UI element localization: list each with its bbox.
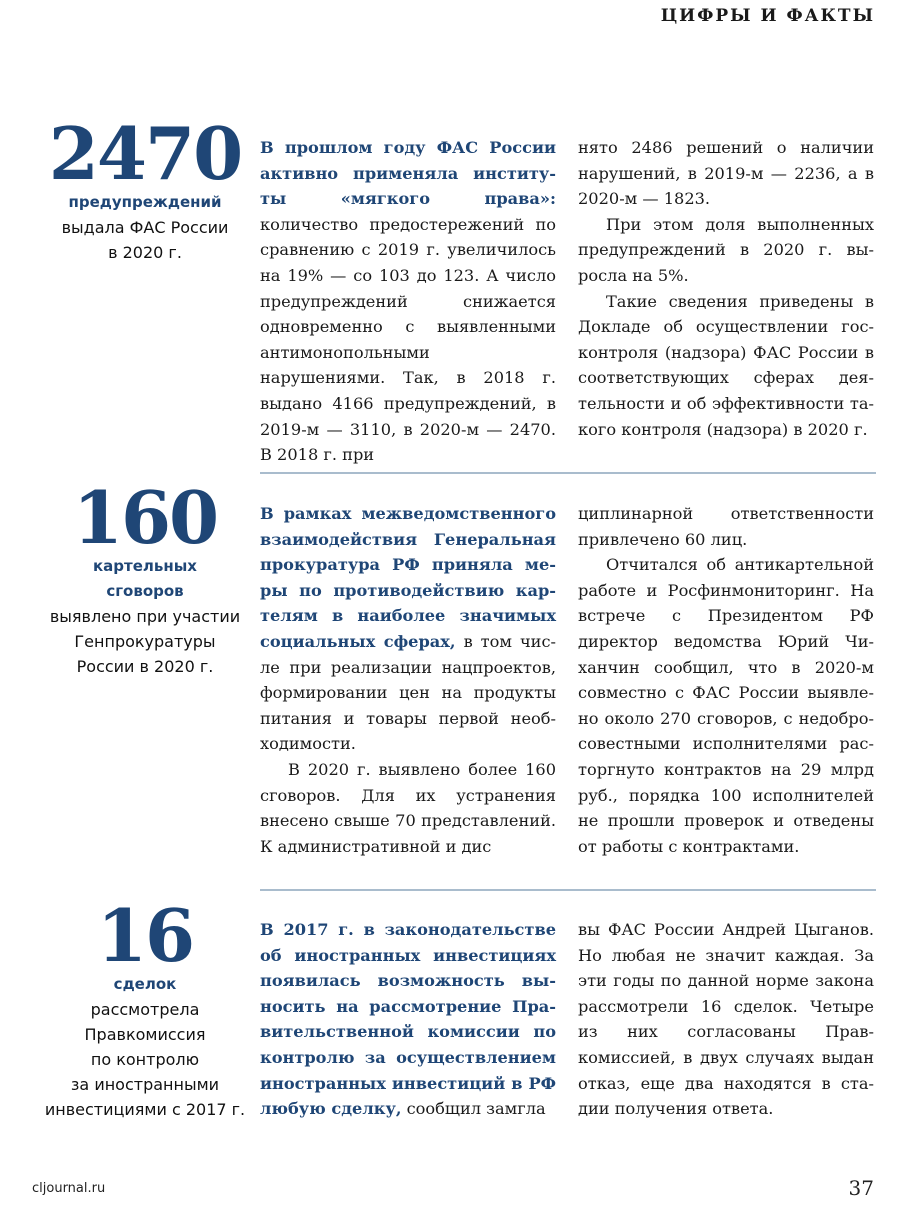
stat-number: 2470 [48, 111, 242, 196]
stat-warnings [30, 111, 260, 265]
stat-unit: предупреждений [68, 193, 222, 211]
article-column-2 [578, 917, 874, 1122]
paragraph: В 2020 г. выявлено более 160 сговоров. Для их устранения внесено свыше 70 представлений. К административной и дис [260, 759, 556, 856]
lead-text: В 2017 г. в законодательстве об иностранных инвестициях появилась возможность выносить на рассмотрение Правительственной комиссии по контролю за осуществлением иностранных инвестиций в РФ любую сделку, [260, 920, 556, 1119]
stat-desc-line: выдала ФАС России [61, 218, 229, 237]
stat-desc-line: России в 2020 г. [76, 657, 214, 676]
paragraph: вы ФАС России Андрей Цыганов. Но любая не значит каждая. За эти годы по данной норме закона рассмотрели 16 сделок. Четыре из них согласованы Правкомиссией, в двух случаях выдан отказ, еще два находятся в стадии получения ответа. [578, 920, 874, 1119]
footer-site-link[interactable]: cljournal.ru [32, 1181, 106, 1196]
article-column-1 [260, 501, 556, 859]
stat-desc-line: рассмотрела [90, 1000, 200, 1019]
article-column-2 [578, 501, 874, 859]
stat-unit: сделок [113, 975, 177, 993]
stat-desc-line: инвестициями с 2017 г. [44, 1100, 246, 1119]
paragraph: При этом доля выполненных предупреждений в 2020 г. выросла на 5%. [578, 214, 874, 285]
stat-cartels [30, 475, 260, 679]
paragraph: Такие сведения приведены в Докладе об осуществлении госконтроля (надзора) ФАС России в соответствующих сферах деятельности и об эффективности такого контроля (надзора) в 2020 г. [578, 291, 874, 439]
article-column-2 [578, 135, 874, 442]
stat-number: 16 [96, 893, 194, 978]
paragraph: циплинарной ответственности привлечено 60 лиц. [578, 504, 874, 549]
stat-desc-line: за иностранными [70, 1075, 220, 1094]
paragraph: Отчитался об антикартельной работе и Росфинмониторинг. На встрече с Президентом РФ директор ведомства Юрий Чиханчин сообщил, что в 2020-м совместно с ФАС России выявлено около 270 сговоров, с недобросовестными исполнителями расторгнуто контрактов на 29 млрд руб., порядка 100 исполнителей не прошли проверок и отведены от работы с контрактами. [578, 555, 874, 856]
article-column-1 [260, 135, 556, 468]
body-text: сообщил замгла [401, 1099, 546, 1119]
stat-desc-line: выявлено при участии [49, 607, 241, 626]
stat-desc-line: в 2020 г. [108, 243, 182, 262]
lead-text: В рамках межведомственного взаимодействия Генеральная прокуратура РФ приняла меры по противодействию картелям в наиболее значимых социальных сферах, [260, 504, 556, 651]
body-text: количество предостережений по сравнению с 2019 г. увеличилось на 19% — со 103 до 123. А число предупреждений снижается одновременно с выявленными антимонопольными нарушениями. Так, в 2018 г. выдано 4166 предупреждений, в 2019-м — 3110, в 2020-м — 2470. В 2018 г. при [260, 214, 556, 465]
stat-desc-line: Генпрокуратуры [74, 632, 216, 651]
section-title: ЦИФРЫ И ФАКТЫ [660, 6, 875, 26]
stat-deals [30, 893, 260, 1122]
lead-text: В прошлом году ФАС России активно применяла институты «мягкого права»: [260, 138, 556, 209]
stat-desc-line: по контролю [90, 1050, 200, 1069]
stat-number: 160 [72, 475, 218, 560]
section-divider [260, 472, 876, 474]
section-divider [260, 889, 876, 891]
page-number: 37 [848, 1176, 874, 1200]
stat-unit: картельных сговоров [93, 557, 197, 600]
stat-desc-line: Правкомиссия [84, 1025, 206, 1044]
article-column-1 [260, 917, 556, 1122]
body-text: в том числе при реализации нацпроектов, формировании цен на продукты питания и товары первой необходимости. [260, 631, 557, 754]
paragraph: нято 2486 решений о наличии нарушений, в 2019-м — 2236, а в 2020-м — 1823. [578, 138, 874, 209]
